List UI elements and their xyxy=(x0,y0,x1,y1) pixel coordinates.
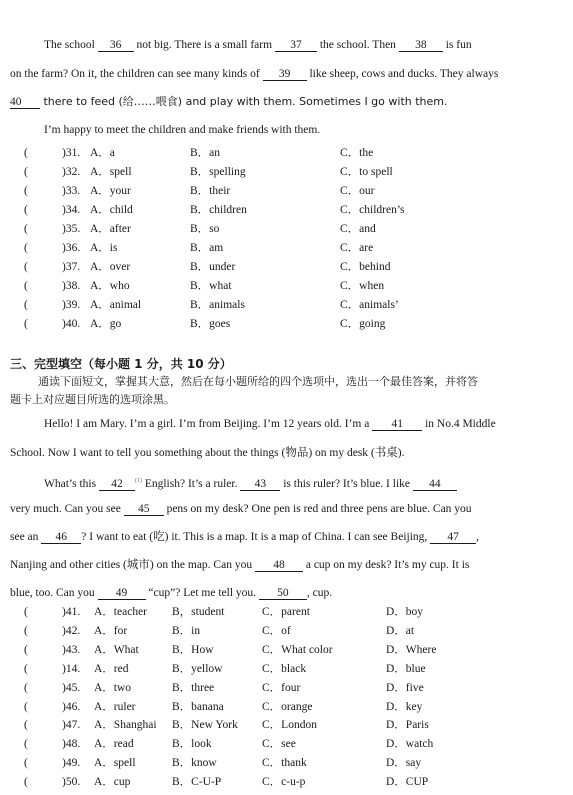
blank-43: 43 xyxy=(240,478,280,491)
option-c: C．to spell xyxy=(340,166,393,178)
passage2-line5 xyxy=(10,530,479,544)
option-b: B．what xyxy=(190,280,232,292)
question-number: )35. xyxy=(62,223,81,235)
question-number: )50. xyxy=(62,776,81,789)
question-number: )41. xyxy=(62,606,81,618)
option-c: C．see xyxy=(262,738,296,751)
blank-37: 37 xyxy=(275,39,317,52)
option-d: D．Where xyxy=(386,643,437,656)
handwritten-mark: (1) xyxy=(134,478,142,484)
option-d: D．boy xyxy=(386,606,424,618)
option-b: B．an xyxy=(190,147,221,159)
option-a: A．spell xyxy=(90,166,132,178)
blank-40: 40 xyxy=(10,96,40,109)
passage2-line4 xyxy=(10,502,472,516)
option-c: C．London xyxy=(262,719,317,732)
question-number: )48. xyxy=(62,738,81,751)
blank-39: 39 xyxy=(263,68,307,81)
option-a: A．animal xyxy=(90,299,142,311)
option-a: A．ruler xyxy=(94,700,136,713)
answer-paren: ( xyxy=(24,738,28,751)
passage-text: pens on my desk? One pen is red and three pens are blue. Can you xyxy=(163,503,472,515)
question-number: )14. xyxy=(62,662,81,675)
option-b: B．C-U-P xyxy=(172,776,222,789)
option-a: A．child xyxy=(90,204,133,216)
answer-paren: ( xyxy=(24,280,28,292)
option-a: A．go xyxy=(90,318,122,330)
option-b: B．under xyxy=(190,261,236,273)
passage-text: there to feed (给……喂食) and play with them. Sometimes I go with them. xyxy=(40,95,448,108)
option-c: C．orange xyxy=(262,700,313,713)
question-number: )34. xyxy=(62,204,81,216)
passage-text: very much. Can you see xyxy=(10,503,124,515)
question-number: )37. xyxy=(62,261,81,273)
blank-38: 38 xyxy=(399,39,443,52)
option-a: A．who xyxy=(90,280,130,292)
option-a: A．Shanghai xyxy=(94,719,157,732)
option-b: B．yellow xyxy=(172,662,223,675)
passage2-line6 xyxy=(10,558,469,572)
option-c: C．children’s xyxy=(340,204,405,216)
option-c: C．parent xyxy=(262,606,310,618)
answer-paren: ( xyxy=(24,606,28,618)
option-d: D．key xyxy=(386,700,423,713)
option-c: C．the xyxy=(340,147,374,159)
passage2-line2: School. Now I want to tell you something about the things (物品) on my desk (书桌). xyxy=(10,447,405,459)
option-a: A．cup xyxy=(94,776,131,789)
answer-paren: ( xyxy=(24,318,28,330)
option-b: B．am xyxy=(190,242,224,254)
passage-text: English? It’s a ruler. xyxy=(141,477,241,490)
question-number: )38. xyxy=(62,280,81,292)
answer-paren: ( xyxy=(24,776,28,789)
passage-text: Nanjing and other cities (城市) on the map. Can you xyxy=(10,559,255,571)
option-b: B．in xyxy=(172,624,201,637)
passage-text: Hello! I am Mary. I’m a girl. I’m from Beijing. I’m 12 years old. I’m a xyxy=(44,418,373,430)
option-a: A．for xyxy=(94,624,128,637)
option-b: B，student xyxy=(172,606,225,618)
option-b: B．How xyxy=(172,643,214,656)
option-b: B．spelling xyxy=(190,166,246,178)
option-c: C．and xyxy=(340,223,376,235)
answer-paren: ( xyxy=(24,204,28,216)
question-number: )47. xyxy=(62,719,81,732)
option-c: C．What color xyxy=(262,643,333,656)
passage-text: The school xyxy=(44,39,98,51)
option-d: D．watch xyxy=(386,738,434,751)
question-number: )49. xyxy=(62,757,81,770)
option-d: D．Paris xyxy=(386,719,429,732)
option-c: C．c-u-p xyxy=(262,776,306,789)
passage-text: What’s this xyxy=(44,477,99,490)
option-c: C．going xyxy=(340,318,386,330)
blank-46: 46 xyxy=(41,531,81,544)
answer-paren: ( xyxy=(24,643,28,656)
option-a: A．red xyxy=(94,662,129,675)
passage-text: in No.4 Middle xyxy=(422,418,496,430)
option-a: A．your xyxy=(90,185,131,197)
passage-text: , cup. xyxy=(306,587,333,599)
option-b: B．so xyxy=(190,223,220,235)
question-number: )46. xyxy=(62,700,81,713)
blank-44: 44 xyxy=(413,478,457,491)
answer-paren: ( xyxy=(24,166,28,178)
passage-text: is fun xyxy=(442,39,472,51)
passage-text: a cup on my desk? It’s my cup. It is xyxy=(302,559,470,571)
option-a: A．spell xyxy=(94,757,136,770)
option-d: D．CUP xyxy=(386,776,429,789)
option-a: A．teacher xyxy=(94,606,147,618)
passage-text: the school. Then xyxy=(316,39,399,51)
option-c: C．when xyxy=(340,280,385,292)
question-number: )33. xyxy=(62,185,81,197)
option-a: A．over xyxy=(90,261,131,273)
option-a: A．a xyxy=(90,147,115,159)
option-c: C．black xyxy=(262,662,307,675)
answer-paren: ( xyxy=(24,223,28,235)
blank-47: 47 xyxy=(430,531,476,544)
answer-paren: ( xyxy=(24,185,28,197)
answer-paren: ( xyxy=(24,299,28,311)
section-heading: 三、完型填空（每小题 1 分，共 10 分） xyxy=(10,357,232,371)
option-a: A．read xyxy=(94,738,134,751)
option-d: D．at xyxy=(386,624,415,637)
option-a: A．after xyxy=(90,223,131,235)
blank-49: 49 xyxy=(98,587,146,600)
question-number: )31. xyxy=(62,147,81,159)
passage2-line1 xyxy=(44,417,496,431)
answer-paren: ( xyxy=(24,624,28,637)
passage1-line3 xyxy=(10,95,448,109)
answer-paren: ( xyxy=(24,261,28,273)
option-a: A．What xyxy=(94,643,139,656)
option-a: A．two xyxy=(94,681,132,694)
option-d: D．blue xyxy=(386,662,426,675)
question-number: )40. xyxy=(62,318,81,330)
passage1-line1 xyxy=(44,38,472,52)
option-b: B．goes xyxy=(190,318,231,330)
answer-paren: ( xyxy=(24,700,28,713)
answer-paren: ( xyxy=(24,147,28,159)
option-b: B．know xyxy=(172,757,217,770)
option-b: B．look xyxy=(172,738,212,751)
passage-text: ? I want to eat (吃) it. This is a map. It is a map of China. I can see Beijing, xyxy=(81,531,431,543)
blank-48: 48 xyxy=(255,559,303,572)
blank-41: 41 xyxy=(372,418,422,431)
option-b: B．New York xyxy=(172,719,238,732)
option-c: C．are xyxy=(340,242,374,254)
blank-36: 36 xyxy=(98,39,134,52)
option-c: C．thank xyxy=(262,757,307,770)
option-c: C．four xyxy=(262,681,301,694)
instruction-line1: 通读下面短文，掌握其大意，然后在每小题所给的四个选项中，选出一个最佳答案，并将答 xyxy=(38,375,478,388)
option-c: C．animals’ xyxy=(340,299,399,311)
passage-text: “cup”? Let me tell you. xyxy=(145,587,259,599)
option-c: C．behind xyxy=(340,261,391,273)
passage1-line4: I’m happy to meet the children and make friends with them. xyxy=(44,124,321,136)
option-b: B．animals xyxy=(190,299,245,311)
question-number: )32. xyxy=(62,166,81,178)
question-number: )36. xyxy=(62,242,81,254)
question-number: )39. xyxy=(62,299,81,311)
answer-paren: ( xyxy=(24,719,28,732)
blank-45: 45 xyxy=(124,503,164,516)
answer-paren: ( xyxy=(24,681,28,694)
option-c: C．our xyxy=(340,185,375,197)
passage-text: , xyxy=(476,531,480,543)
answer-paren: ( xyxy=(24,757,28,770)
option-d: D．five xyxy=(386,681,424,694)
option-b: B．their xyxy=(190,185,231,197)
question-number: )43. xyxy=(62,643,81,656)
passage2-line3 xyxy=(44,474,457,491)
option-b: B．children xyxy=(190,204,247,216)
question-number: )42. xyxy=(62,624,81,637)
passage2-line7 xyxy=(10,586,332,600)
passage-text: on the farm? On it, the children can see many kinds of xyxy=(10,68,263,80)
question-number: )45. xyxy=(62,681,81,694)
passage-text: is this ruler? It’s blue. I like xyxy=(280,477,413,490)
passage-text: not big. There is a small farm xyxy=(133,39,275,51)
option-b: B．banana xyxy=(172,700,224,713)
passage1-line2 xyxy=(10,67,498,81)
passage-text: see an xyxy=(10,531,42,543)
option-a: A．is xyxy=(90,242,118,254)
option-b: B．three xyxy=(172,681,215,694)
option-d: D．say xyxy=(386,757,422,770)
instruction-line2: 题卡上对应题目所选的选项涂黑。 xyxy=(10,393,175,406)
blank-42: 42 xyxy=(99,478,135,491)
passage-text: like sheep, cows and ducks. They always xyxy=(306,68,499,80)
passage-text: blue, too. Can you xyxy=(10,587,98,599)
blank-50: 50 xyxy=(259,587,307,600)
answer-paren: ( xyxy=(24,662,28,675)
answer-paren: ( xyxy=(24,242,28,254)
option-c: C．of xyxy=(262,624,291,637)
